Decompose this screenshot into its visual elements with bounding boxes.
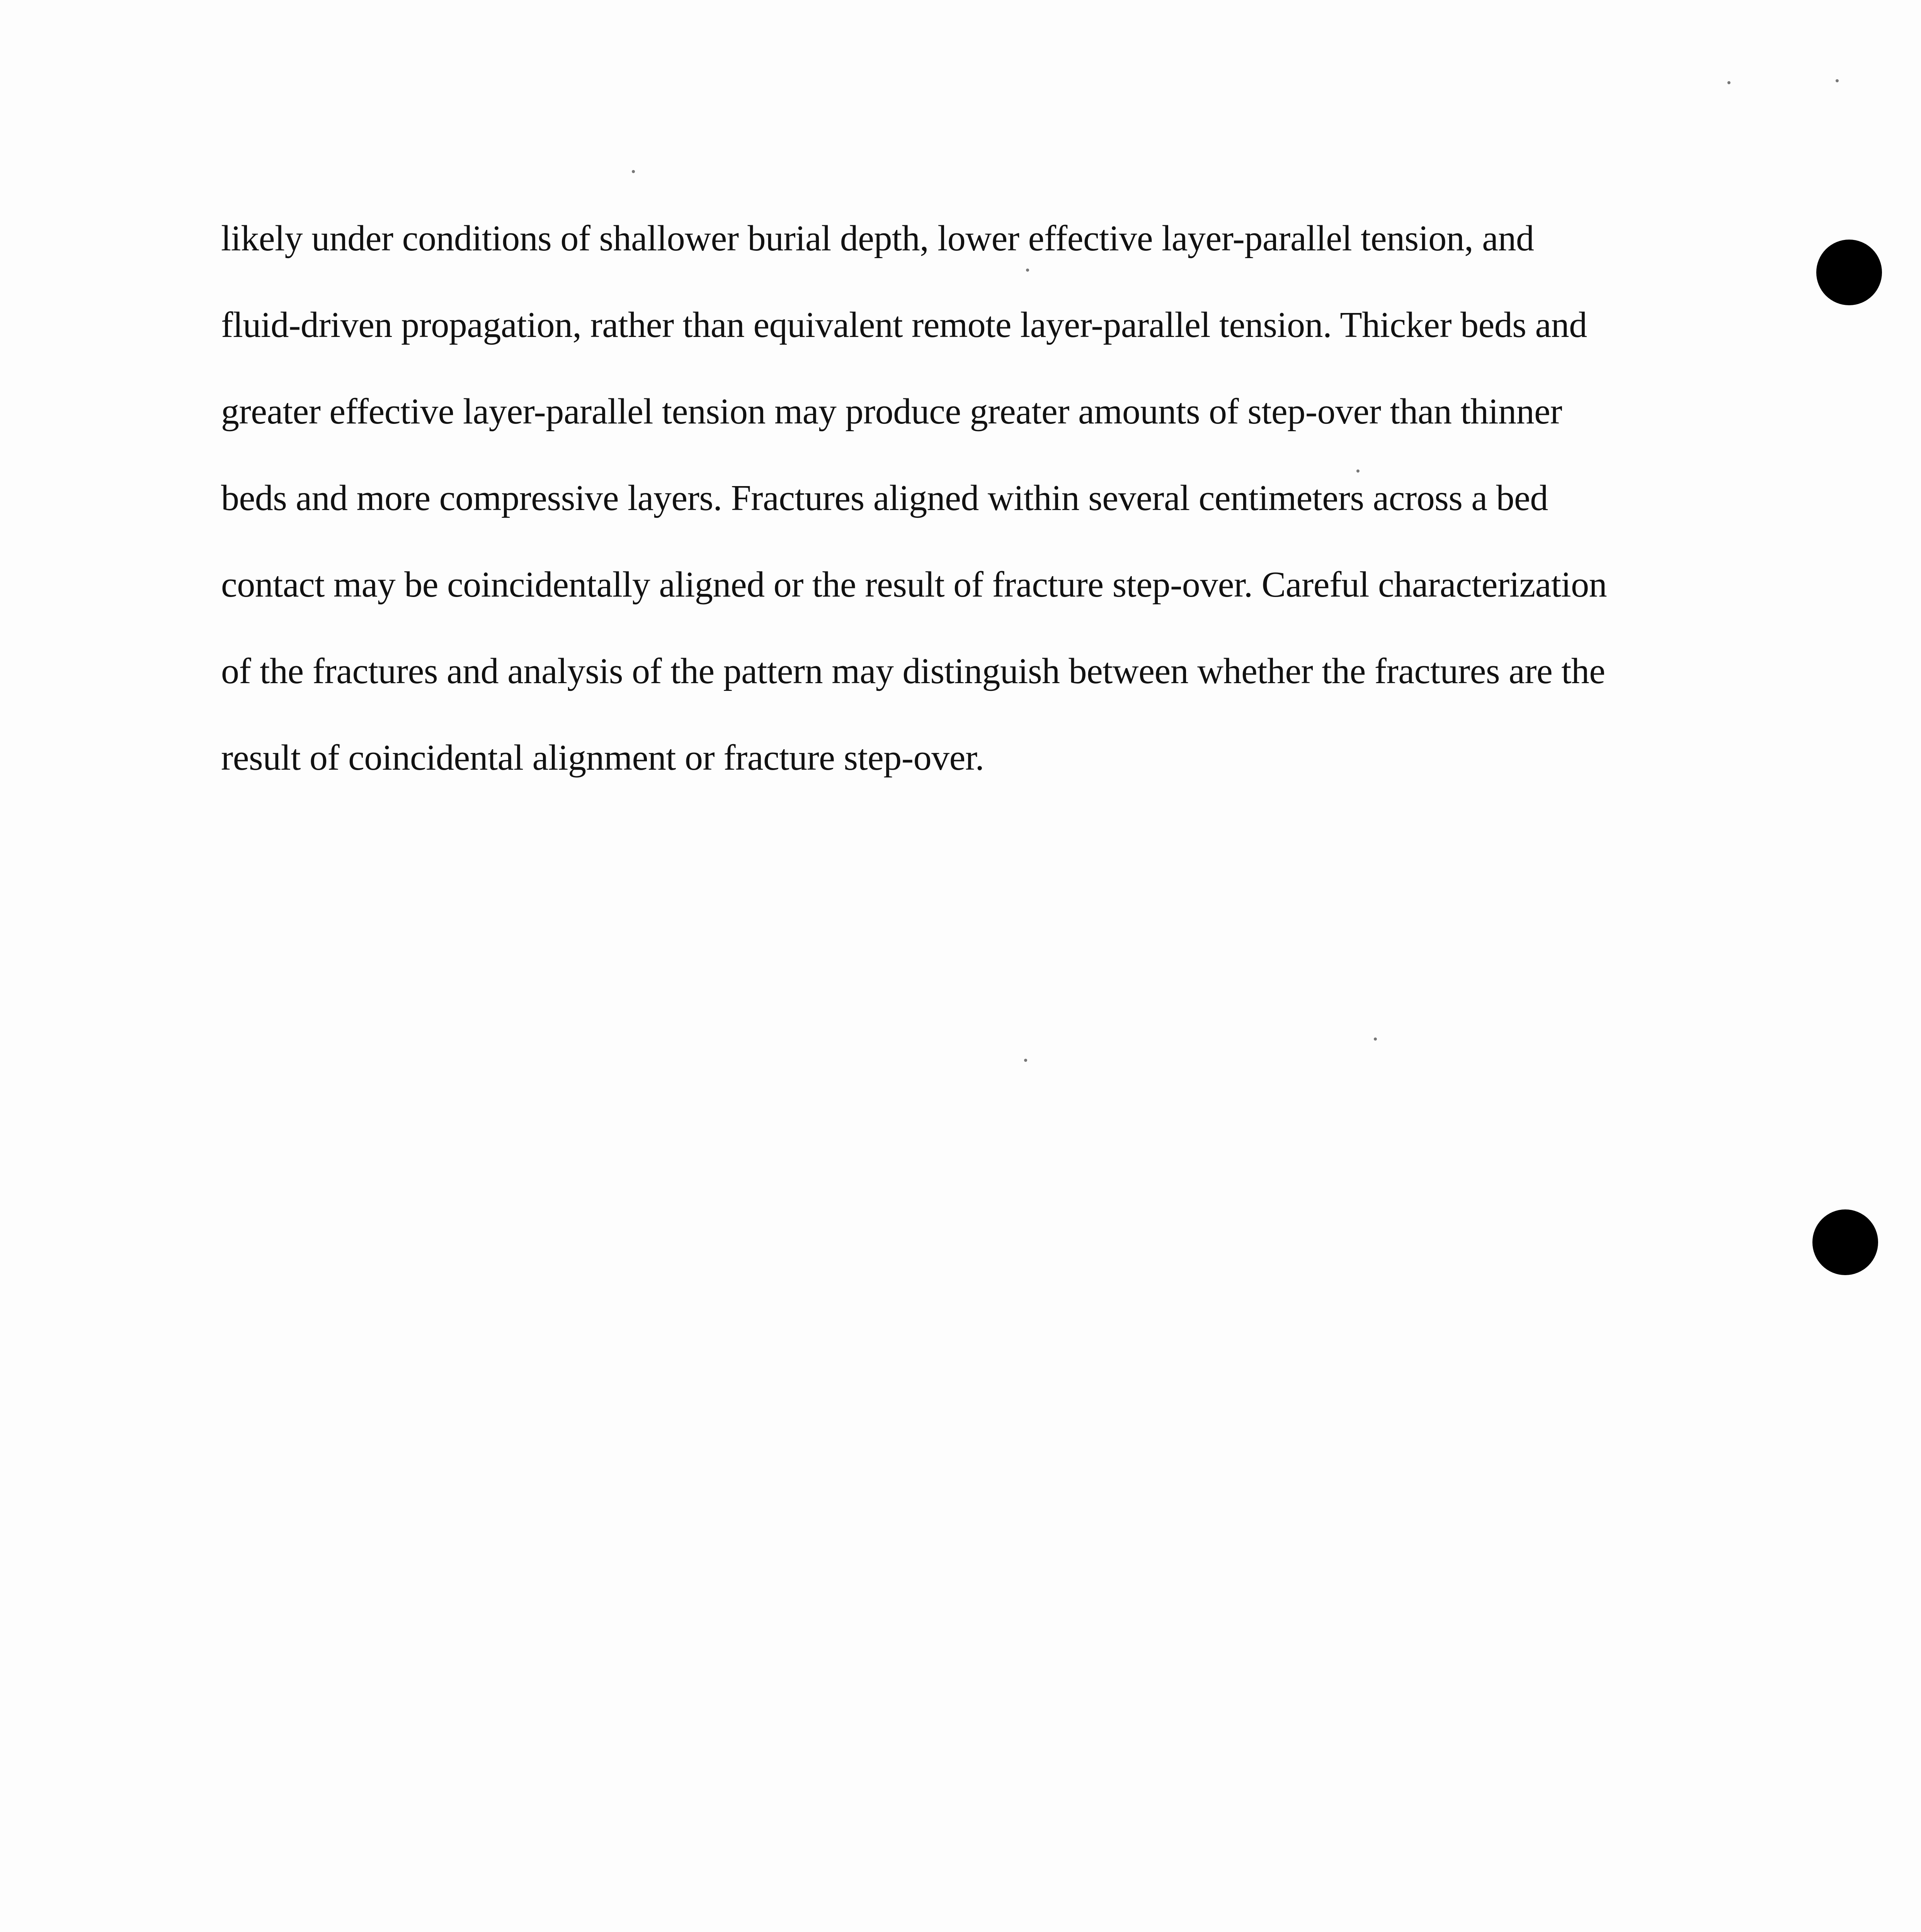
paragraph-line: fluid-driven propagation, rather than equivalent remote layer-parallel tension. Thicker beds and — [221, 305, 1587, 345]
scan-speck — [1374, 1037, 1377, 1041]
paragraph-line: of the fractures and analysis of the pattern may distinguish between whether the fractures are the — [221, 651, 1605, 691]
scan-speck — [1356, 469, 1360, 473]
punch-hole-icon — [1812, 1209, 1878, 1275]
scan-speck — [632, 170, 635, 173]
scan-speck — [1024, 1059, 1027, 1062]
paragraph-line: result of coincidental alignment or fracture step-over. — [221, 738, 984, 778]
paragraph-line: likely under conditions of shallower burial depth, lower effective layer-parallel tension, and — [221, 218, 1534, 259]
paragraph-line: contact may be coincidentally aligned or the result of fracture step-over. Careful characterization — [221, 565, 1607, 605]
body-paragraph — [221, 195, 1744, 801]
paragraph-line: greater effective layer-parallel tension may produce greater amounts of step-over than thinner — [221, 391, 1562, 432]
punch-hole-icon — [1816, 240, 1882, 305]
scan-speck — [1026, 269, 1029, 272]
scan-speck — [1727, 81, 1730, 84]
scan-speck — [1836, 79, 1839, 82]
paragraph-line: beds and more compressive layers. Fractures aligned within several centimeters across a bed — [221, 478, 1548, 518]
